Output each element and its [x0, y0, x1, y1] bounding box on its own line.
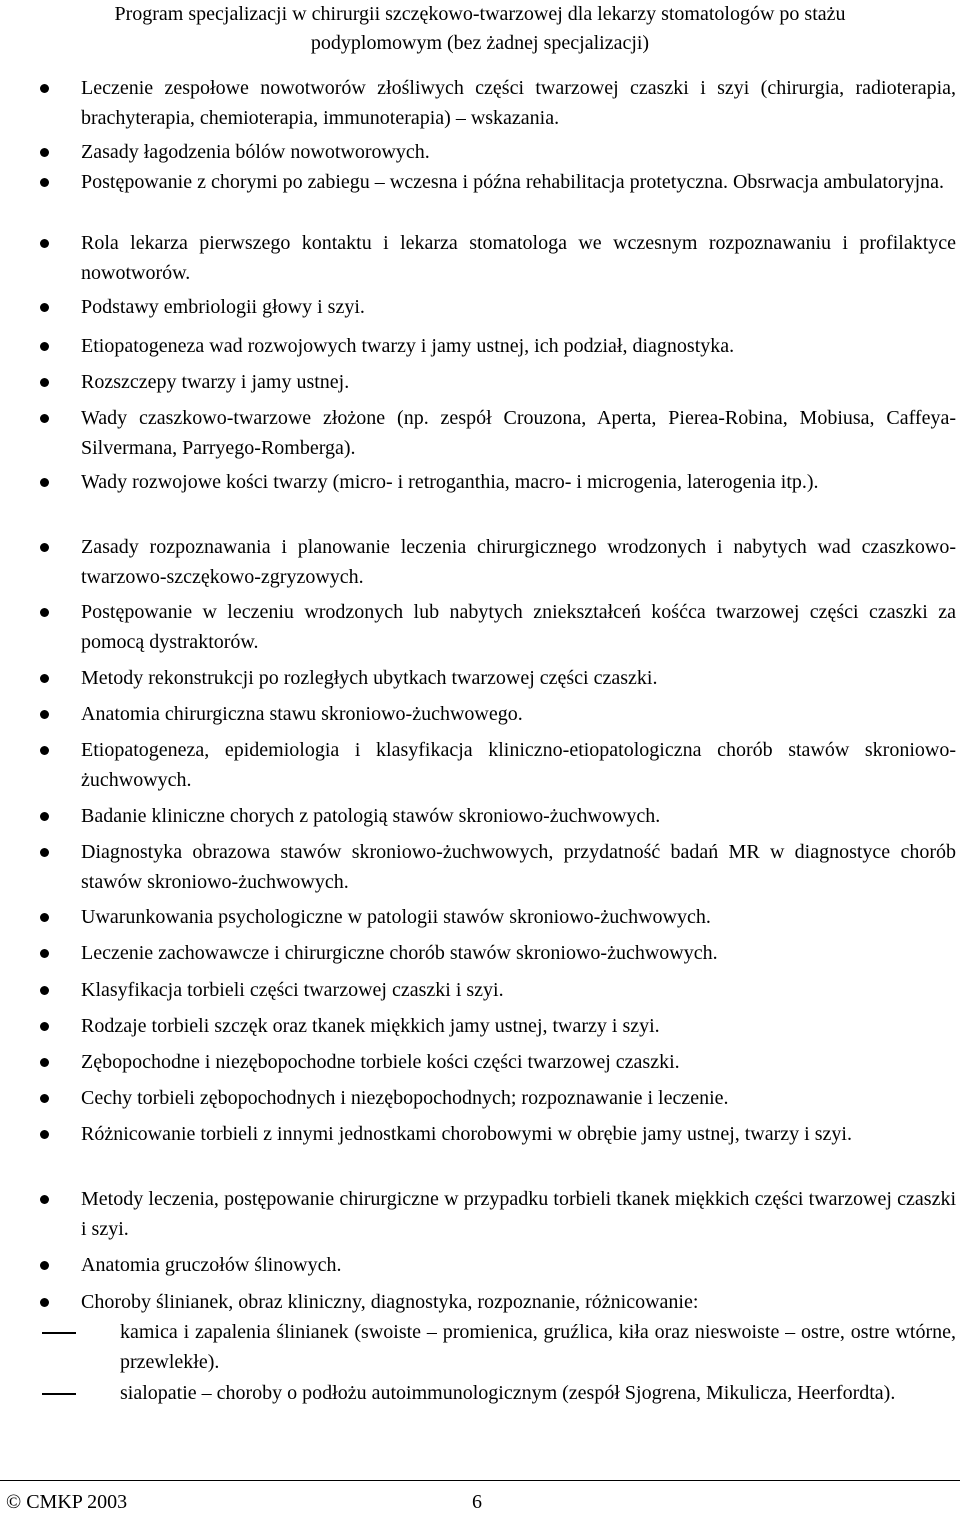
page-number: 6: [472, 1491, 482, 1513]
bullet-icon: [40, 414, 49, 423]
bullet-icon: [40, 986, 49, 995]
bullet-icon: [40, 1094, 49, 1103]
header-line-1: Program specjalizacji w chirurgii szczękowo-twarzowej dla lekarzy stomatologów po stażu: [114, 3, 846, 25]
bullet-icon: [40, 674, 49, 683]
list-item-text: Badanie kliniczne chorych z patologią stawów skroniowo-żuchwowych.: [81, 805, 661, 827]
footer-copyright: © CMKP 2003: [6, 1491, 128, 1513]
bullet-icon: [40, 378, 49, 387]
list-item-text: Wady czaszkowo-twarzowe złożone (np. zespół Crouzona, Aperta, Pierea-Robina, Mobiusa, Caffeya-Silvermana, Parryego-Romberga).: [81, 407, 956, 459]
sub-list-item-text: kamica i zapalenia ślinianek (swoiste – promienica, gruźlica, kiła oraz nieswoiste – ostre, ostre wtórne, przewlekłe).: [120, 1321, 956, 1373]
bullet-icon: [40, 746, 49, 755]
footer-divider: [0, 1480, 960, 1481]
bullet-icon: [40, 1130, 49, 1139]
list-item-text: Etiopatogeneza, epidemiologia i klasyfikacja kliniczno-etiopatologiczna chorób stawów skroniowo-żuchwowych.: [81, 739, 956, 791]
list-item-text: Rola lekarza pierwszego kontaktu i lekarza stomatologa we wczesnym rozpoznawaniu i profilaktyce nowotworów.: [81, 232, 956, 284]
sub-list-item-text: sialopatie – choroby o podłożu autoimmunologicznym (zespół Sjogrena, Mikulicza, Heerfordta).: [120, 1382, 896, 1404]
bullet-icon: [40, 1058, 49, 1067]
dash-icon: [42, 1332, 76, 1334]
bullet-icon: [40, 478, 49, 487]
list-item-text: Cechy torbieli zębopochodnych i niezębopochodnych; rozpoznawanie i leczenie.: [81, 1087, 729, 1109]
list-item-text: Metody leczenia, postępowanie chirurgiczne w przypadku torbieli tkanek miękkich części twarzowej czaszki i szyi.: [81, 1188, 956, 1240]
list-item-text: Rodzaje torbieli szczęk oraz tkanek miękkich jamy ustnej, twarzy i szyi.: [81, 1015, 660, 1037]
list-item-text: Zasady łagodzenia bólów nowotworowych.: [81, 141, 430, 163]
bullet-icon: [40, 239, 49, 248]
list-item-text: Postępowanie w leczeniu wrodzonych lub nabytych zniekształceń kośćca twarzowej części czaszki za pomocą dystraktorów.: [81, 601, 956, 653]
list-item-text: Uwarunkowania psychologiczne w patologii stawów skroniowo-żuchwowych.: [81, 906, 711, 928]
bullet-icon: [40, 913, 49, 922]
list-item-text: Podstawy embriologii głowy i szyi.: [81, 296, 365, 318]
bullet-icon: [40, 178, 49, 187]
bullet-icon: [40, 342, 49, 351]
list-item-text: Choroby ślinianek, obraz kliniczny, diagnostyka, rozpoznanie, różnicowanie:: [81, 1291, 699, 1313]
list-item-text: Etiopatogeneza wad rozwojowych twarzy i jamy ustnej, ich podział, diagnostyka.: [81, 335, 735, 357]
list-item-text: Klasyfikacja torbieli części twarzowej czaszki i szyi.: [81, 979, 504, 1001]
list-item-text: Wady rozwojowe kości twarzy (micro- i retroganthia, macro- i microgenia, laterogenia itp.).: [81, 471, 819, 493]
list-item-text: Leczenie zachowawcze i chirurgiczne chorób stawów skroniowo-żuchwowych.: [81, 942, 718, 964]
list-item-text: Anatomia gruczołów ślinowych.: [81, 1254, 342, 1276]
bullet-icon: [40, 1022, 49, 1031]
list-item-text: Zasady rozpoznawania i planowanie leczenia chirurgicznego wrodzonych i nabytych wad czaszkowo-twarzowo-szczękowo-zgryzowych.: [81, 536, 956, 588]
list-item-text: Metody rekonstrukcji po rozległych ubytkach twarzowej części czaszki.: [81, 667, 658, 689]
bullet-icon: [40, 84, 49, 93]
list-item-text: Anatomia chirurgiczna stawu skroniowo-żuchwowego.: [81, 703, 523, 725]
dash-icon: [42, 1393, 76, 1395]
list-item-text: Rozszczepy twarzy i jamy ustnej.: [81, 371, 350, 393]
bullet-icon: [40, 1261, 49, 1270]
bullet-icon: [40, 608, 49, 617]
bullet-icon: [40, 543, 49, 552]
header-line-2: podyplomowym (bez żadnej specjalizacji): [310, 32, 650, 54]
bullet-icon: [40, 710, 49, 719]
list-item-text: Postępowanie z chorymi po zabiegu – wczesna i późna rehabilitacja protetyczna. Obsrwacja ambulatoryjna.: [81, 171, 944, 193]
bullet-icon: [40, 303, 49, 312]
list-item-text: Leczenie zespołowe nowotworów złośliwych części twarzowej czaszki i szyi (chirurgia, radioterapia, brachyterapia, chemioterapia, immunoterapia) – wskazania.: [81, 77, 956, 129]
bullet-icon: [40, 1195, 49, 1204]
bullet-icon: [40, 148, 49, 157]
list-item-text: Diagnostyka obrazowa stawów skroniowo-żuchwowych, przydatność badań MR w diagnostyce chorób stawów skroniowo-żuchwowych.: [81, 841, 956, 893]
bullet-icon: [40, 949, 49, 958]
bullet-icon: [40, 848, 49, 857]
list-item-text: Zębopochodne i niezębopochodne torbiele kości części twarzowej czaszki.: [81, 1051, 680, 1073]
page-header: [0, 0, 960, 58]
bullet-icon: [40, 1298, 49, 1307]
list-item-text: Różnicowanie torbieli z innymi jednostkami chorobowymi w obrębie jamy ustnej, twarzy i szyi.: [81, 1123, 852, 1145]
bullet-icon: [40, 812, 49, 821]
